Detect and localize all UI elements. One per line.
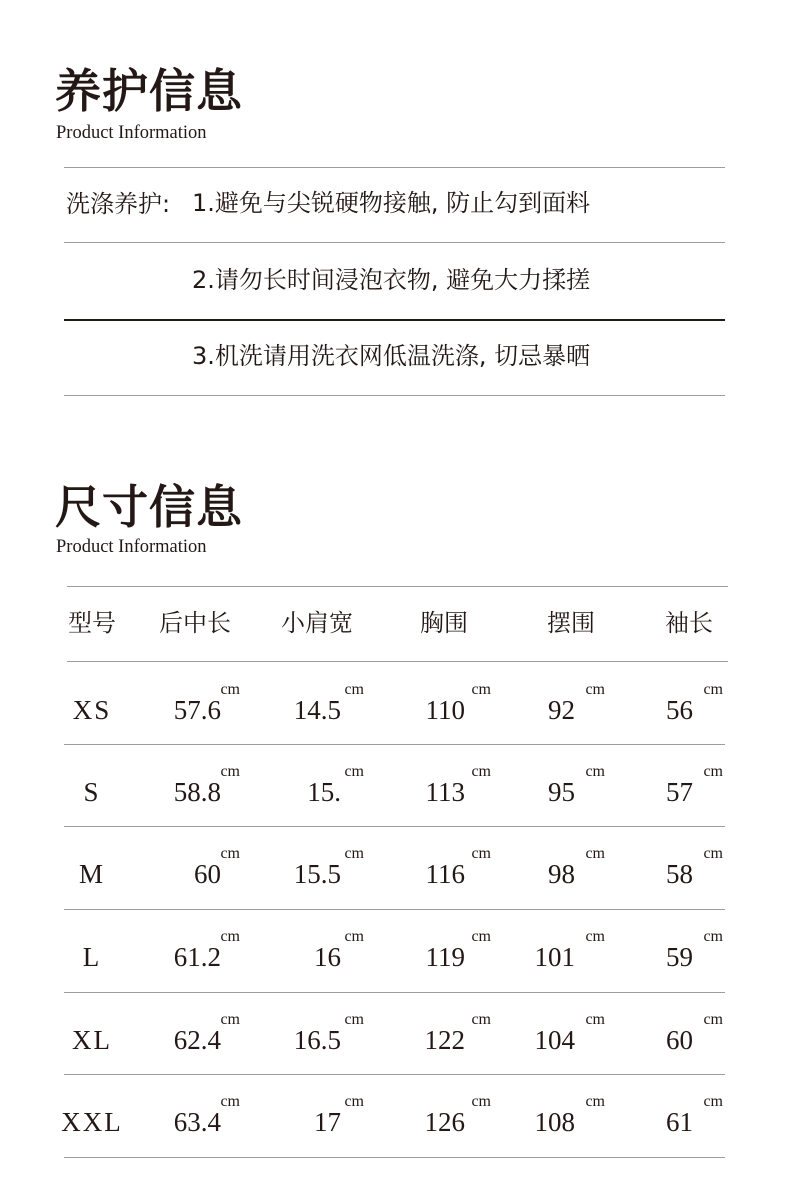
measurement-value: 113 [425,777,465,807]
unit-label: cm [703,681,723,698]
table-row-divider [64,826,725,827]
unit-label: cm [220,1093,240,1110]
measurement-value: 126 [424,1107,465,1137]
unit-label: cm [344,845,364,862]
measurement-value: 110 [425,695,465,725]
measurement-value: 60 [666,1025,693,1055]
care-subtitle: Product Information [56,123,207,143]
unit-label: cm [344,681,364,698]
care-item-2: 2.请勿长时间浸泡衣物, 避免大力揉搓 [192,266,591,294]
size-label: L [82,942,102,972]
care-item-3: 3.机洗请用洗衣网低温洗涤, 切忌暴晒 [192,342,591,370]
measurement-value: 108 [534,1107,575,1137]
size-label: S [83,777,101,807]
unit-label: cm [585,1011,605,1028]
size-label: XXL [61,1107,123,1137]
measurement-value: 57 [666,777,693,807]
table-row-divider [64,1074,725,1075]
measurement-value: 92 [548,695,575,725]
size-label: XS [72,695,112,725]
measurement-value: 101 [534,942,575,972]
care-divider-bottom [64,395,725,396]
unit-label: cm [220,928,240,945]
unit-label: cm [585,928,605,945]
unit-label: cm [703,1093,723,1110]
care-item-1: 1.避免与尖锐硬物接触, 防止勾到面料 [192,189,591,217]
table-row-divider [64,992,725,993]
care-divider-2 [64,319,725,321]
measurement-value: 60 [194,859,221,889]
unit-label: cm [471,1093,491,1110]
measurement-value: 122 [424,1025,465,1055]
unit-label: cm [585,681,605,698]
unit-label: cm [220,681,240,698]
measurement-value: 59 [666,942,693,972]
measurement-value: 61.2 [173,942,221,972]
care-divider-1 [64,242,725,243]
measurement-value: 58.8 [173,777,221,807]
measurement-value: 61 [666,1107,693,1137]
size-title: 尺寸信息 [55,480,243,534]
table-header-cell: 摆围 [547,609,595,637]
measurement-value: 104 [534,1025,575,1055]
care-divider-top [64,167,725,168]
unit-label: cm [220,845,240,862]
measurement-value: 119 [425,942,465,972]
size-label: XL [72,1025,112,1055]
measurement-value: 16 [314,942,341,972]
table-line-top [67,586,728,587]
table-row-divider [64,909,725,910]
table-header-cell: 胸围 [420,609,468,637]
measurement-value: 63.4 [173,1107,221,1137]
unit-label: cm [344,1093,364,1110]
unit-label: cm [471,845,491,862]
unit-label: cm [703,928,723,945]
care-label: 洗涤养护: [66,190,171,218]
unit-label: cm [471,681,491,698]
measurement-value: 15.5 [293,859,341,889]
table-header-cell: 小肩宽 [281,609,353,637]
unit-label: cm [344,1011,364,1028]
unit-label: cm [220,763,240,780]
measurement-value: 17 [314,1107,341,1137]
unit-label: cm [585,845,605,862]
unit-label: cm [471,1011,491,1028]
table-header-cell: 后中长 [159,609,231,637]
table-line-header [67,661,728,662]
measurement-value: 14.5 [293,695,341,725]
unit-label: cm [344,763,364,780]
unit-label: cm [703,845,723,862]
measurement-value: 16.5 [293,1025,341,1055]
size-subtitle: Product Information [56,537,207,557]
measurement-value: 15. [307,777,341,807]
measurement-value: 95 [548,777,575,807]
table-header-cell: 型号 [68,609,116,637]
unit-label: cm [344,928,364,945]
measurement-value: 58 [666,859,693,889]
table-row-divider [64,744,725,745]
unit-label: cm [471,763,491,780]
unit-label: cm [471,928,491,945]
unit-label: cm [703,763,723,780]
measurement-value: 62.4 [173,1025,221,1055]
table-header-cell: 袖长 [665,609,713,637]
measurement-value: 56 [666,695,693,725]
unit-label: cm [220,1011,240,1028]
unit-label: cm [585,763,605,780]
measurement-value: 57.6 [173,695,221,725]
measurement-value: 98 [548,859,575,889]
unit-label: cm [585,1093,605,1110]
unit-label: cm [703,1011,723,1028]
measurement-value: 116 [425,859,465,889]
table-row-divider [64,1157,725,1158]
care-title: 养护信息 [55,64,243,118]
size-label: M [78,859,106,889]
